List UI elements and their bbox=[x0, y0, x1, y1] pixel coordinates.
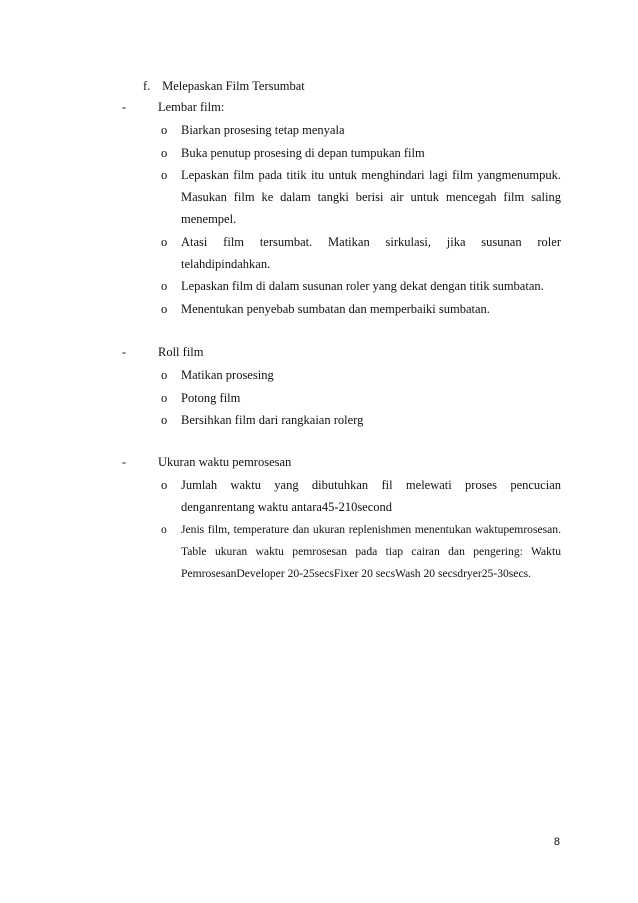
heading-number: f. bbox=[143, 79, 151, 93]
dash-marker: - bbox=[122, 345, 127, 359]
bullet-list bbox=[161, 119, 561, 320]
list-item bbox=[161, 275, 561, 297]
list-item-text: Bersihkan film dari rangkaian rolerg bbox=[181, 413, 364, 427]
list-item bbox=[161, 409, 561, 431]
bullet-icon: o bbox=[161, 168, 168, 182]
bullet-icon: o bbox=[161, 301, 168, 316]
dash-marker: - bbox=[122, 455, 127, 469]
list-item-text: Biarkan prosesing tetap menyala bbox=[181, 123, 345, 137]
bullet-icon: o bbox=[161, 234, 168, 249]
list-item bbox=[161, 364, 561, 386]
list-item-text: Lepaskan film di dalam susunan roler yang dekat dengan titik sumbatan. bbox=[181, 279, 544, 293]
heading-title: Melepaskan Film Tersumbat bbox=[162, 79, 305, 93]
list-item-text: Menentukan penyebab sumbatan dan memperbaiki sumbatan. bbox=[181, 301, 490, 316]
section-title-text: Lembar film: bbox=[158, 100, 225, 114]
bullet-list bbox=[161, 474, 561, 585]
list-item-text: Jenis film, temperature dan ukuran replenishmen menentukan waktupemrosesan. Table ukuran waktu pemrosesan pada tiap cairan dan pengering: Waktu PemrosesanDeveloper 20-25secsFixer 20 secsWash 20 secsdryer25-30secs. bbox=[181, 522, 561, 580]
dash-marker: - bbox=[122, 100, 127, 114]
list-item-text: Matikan prosesing bbox=[181, 368, 274, 382]
list-item bbox=[161, 298, 561, 320]
list-item bbox=[161, 474, 561, 518]
bullet-icon: o bbox=[161, 123, 168, 137]
list-item-text: Potong film bbox=[181, 390, 241, 405]
bullet-icon: o bbox=[161, 478, 168, 492]
section-title bbox=[122, 455, 291, 470]
list-item bbox=[161, 231, 561, 275]
section-title bbox=[122, 100, 224, 115]
bullet-icon: o bbox=[161, 522, 167, 536]
bullet-icon: o bbox=[161, 368, 168, 382]
list-item bbox=[161, 164, 561, 230]
list-item bbox=[161, 119, 561, 141]
list-item-text: Buka penutup prosesing di depan tumpukan film bbox=[181, 145, 425, 160]
bullet-list bbox=[161, 364, 561, 432]
section-title-text: Ukuran waktu pemrosesan bbox=[158, 455, 292, 469]
list-item-text: Atasi film tersumbat. Matikan sirkulasi, jika susunan roler telahdipindahkan. bbox=[181, 234, 561, 271]
bullet-icon: o bbox=[161, 279, 168, 293]
list-item bbox=[161, 519, 561, 585]
bullet-icon: o bbox=[161, 413, 168, 427]
section-heading bbox=[143, 79, 305, 94]
list-item bbox=[161, 142, 561, 164]
list-item bbox=[161, 387, 561, 409]
section-title bbox=[122, 345, 204, 360]
bullet-icon: o bbox=[161, 390, 168, 405]
page-number: 8 bbox=[553, 836, 560, 848]
list-item-text: Lepaskan film pada titik itu untuk menghindari lagi film yangmenumpuk. Masukan film ke dalam tangki berisi air untuk mencegah film saling menempel. bbox=[181, 168, 561, 226]
bullet-icon: o bbox=[161, 145, 168, 160]
list-item-text: Jumlah waktu yang dibutuhkan fil melewati proses pencucian denganrentang waktu antara45-210second bbox=[181, 478, 561, 514]
section-title-text: Roll film bbox=[158, 345, 204, 359]
